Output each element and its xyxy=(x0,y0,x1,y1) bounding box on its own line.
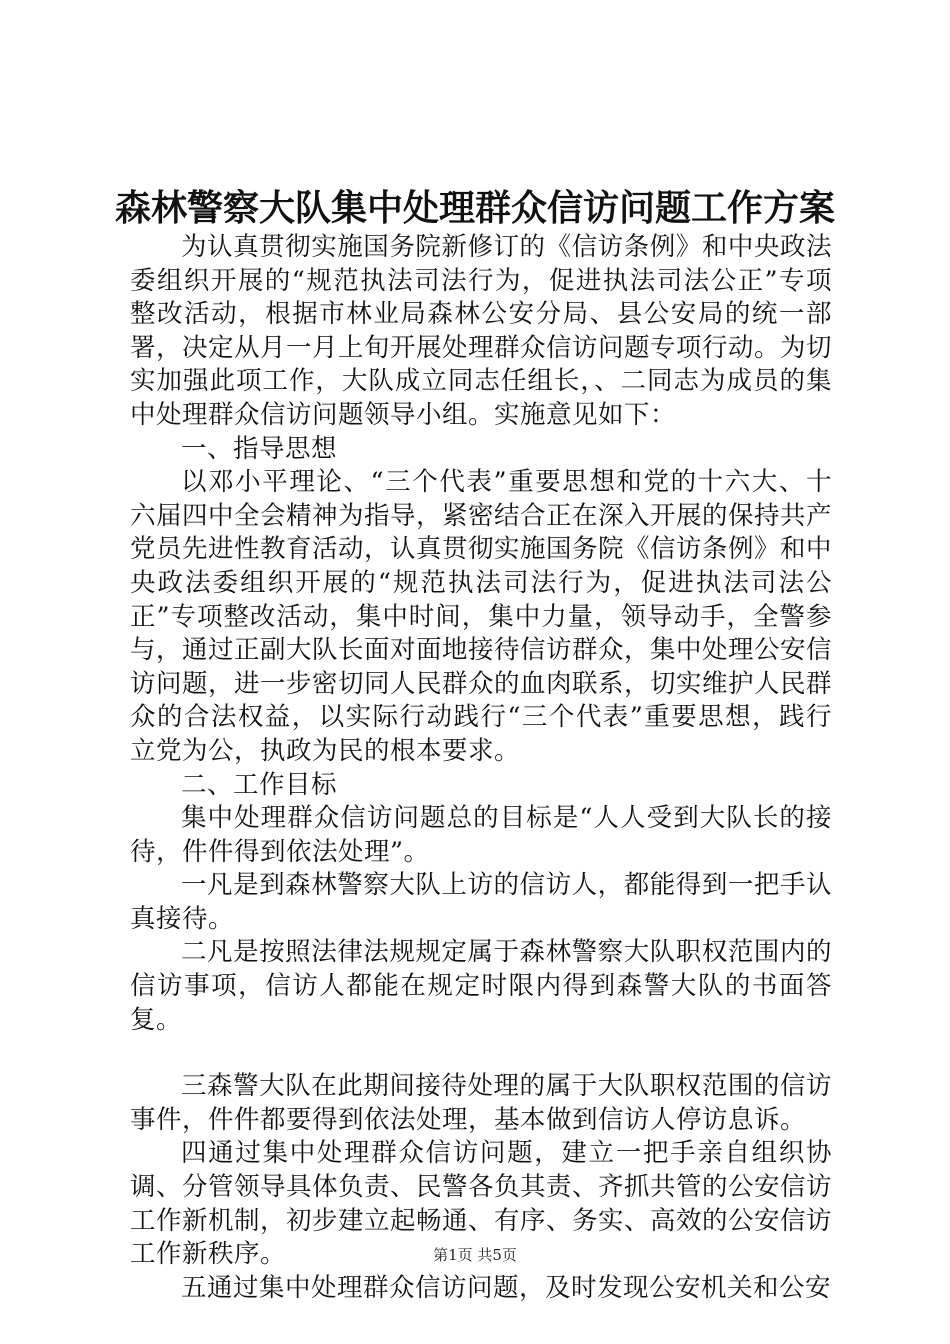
page-footer: 第1页 共5页 xyxy=(433,1246,517,1264)
section-heading-guiding-thought: 一、指导思想 xyxy=(181,433,338,464)
guiding-thought-paragraph: 以邓小平理论、“三个代表”重要思想和党的十六大、十六届四中全会精神为指导，紧密结合正在深入开展的保持共产党员先进性教育活动，认真贯彻实施国务院《信访条例》和中央政法委组织开展的“规范执法司法行为，促进执法司法公正”专项整改活动，集中时间，集中力量，领导动手，全警参与，通过正副大队长面对面地接待信访群众，集中处理公安信访问题，进一步密切同人民群众的血肉联系，切实维护人民群众的合法权益，以实际行动践行“三个代表”重要思想，践行立党为公，执政为民的根本要求。 xyxy=(130,467,833,766)
goal-item-3: 三森警大队在此期间接待处理的属于大队职权范围的信访事件，件件都要得到依法处理，基本做到信访人停访息诉。 xyxy=(130,1071,832,1135)
document-title: 森林警察大队集中处理群众信访问题工作方案 xyxy=(114,187,835,229)
goal-item-1: 一凡是到森林警察大队上访的信访人，都能得到一把手认真接待。 xyxy=(130,870,832,934)
paragraph-gap xyxy=(130,1037,832,1070)
section-heading-work-goals: 二、工作目标 xyxy=(181,769,338,800)
goal-item-4: 四通过集中处理群众信访问题，建立一把手亲自组织协调、分管领导具体负责、民警各负其责、齐抓共管的公安信访工作新机制，初步建立起畅通、有序、务实、高效的公安信访工作新秩序。 xyxy=(130,1138,833,1270)
overall-goal-paragraph: 集中处理群众信访问题总的目标是“人人受到大队长的接待，件件得到依法处理”。 xyxy=(130,803,832,867)
goal-item-2: 二凡是按照法律法规规定属于森林警察大队职权范围内的信访事项，信访人都能在规定时限内得到森警大队的书面答复。 xyxy=(130,937,832,1035)
intro-paragraph: 为认真贯彻实施国务院新修订的《信访条例》和中央政法委组织开展的“规范执法司法行为，促进执法司法公正”专项整改活动，根据市林业局森林公安分局、县公安局的统一部署，决定从月一月上旬开展处理群众信访问题专项行动。为切实加强此项工作，大队成立同志任组长，、二同志为成员的集中处理群众信访问题领导小组。实施意见如下： xyxy=(130,232,833,430)
document-body xyxy=(130,231,832,1305)
goal-item-5: 五通过集中处理群众信访问题，及时发现公安机关和公安 xyxy=(181,1272,832,1303)
